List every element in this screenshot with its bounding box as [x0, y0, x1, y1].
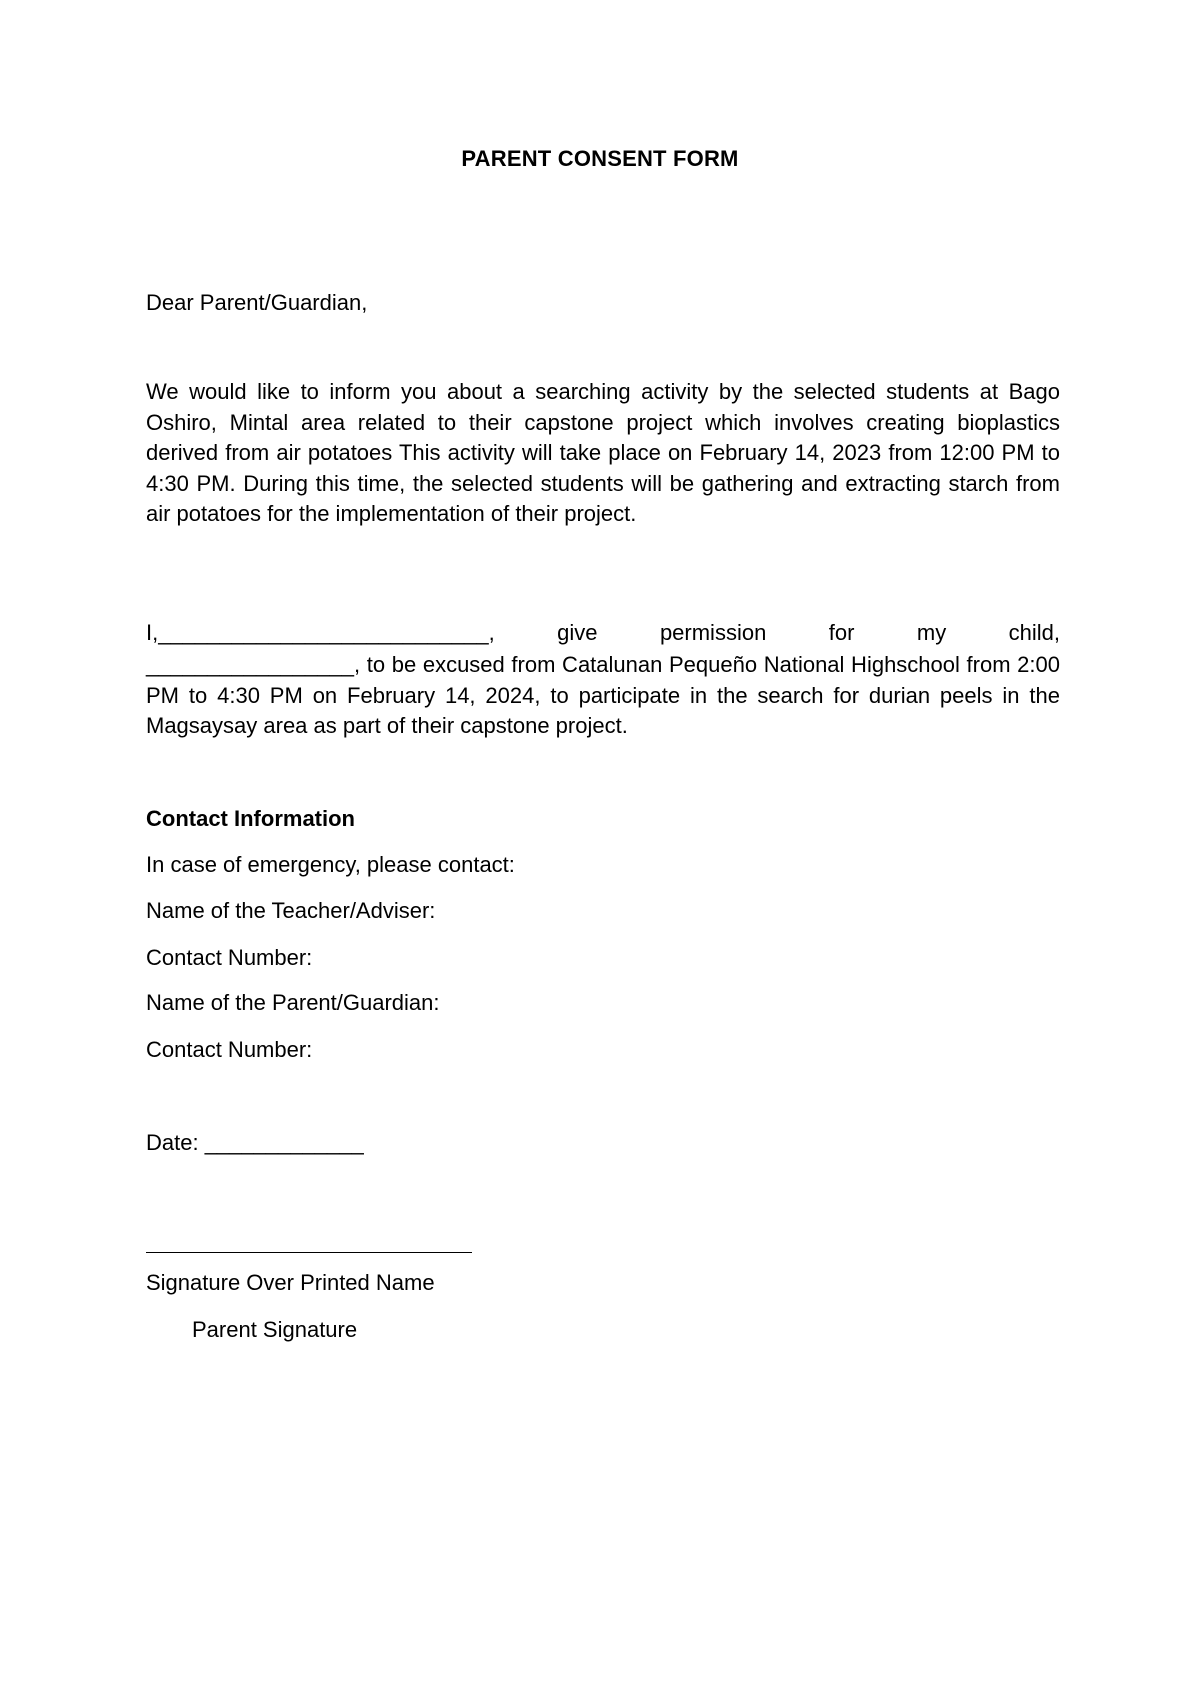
consent-word: give: [557, 620, 598, 645]
teacher-contact-label: Contact Number:: [146, 945, 313, 970]
consent-word: I,___________________________,: [146, 620, 495, 645]
consent-word: my: [916, 620, 947, 645]
signature-caption: Signature Over Printed Name: [146, 1270, 435, 1295]
parent-name-label: Name of the Parent/Guardian:: [146, 990, 440, 1015]
teacher-name-label: Name of the Teacher/Adviser:: [146, 898, 436, 923]
consent-paragraph: _________________, to be excused from Catalunan Pequeño National Highschool from 2:00 PM to 4:30 PM on February 14, 2024, to participate in the search for durian peels in the Magsaysay area as part of their capstone project.: [146, 652, 1060, 738]
parent-contact-label: Contact Number:: [146, 1037, 313, 1062]
contact-intro: In case of emergency, please contact:: [146, 852, 515, 877]
consent-word: child,: [1008, 620, 1060, 645]
consent-word: permission: [659, 620, 767, 645]
salutation: Dear Parent/Guardian,: [146, 290, 368, 315]
signature-line: [146, 1252, 472, 1253]
signature-role: Parent Signature: [192, 1317, 358, 1342]
page-title: PARENT CONSENT FORM: [461, 146, 739, 171]
contact-heading: Contact Information: [146, 806, 355, 831]
body-paragraph: We would like to inform you about a searching activity by the selected students at Bago Oshiro, Mintal area related to their capstone project which involves creating bioplastics derived from air potatoes This activity will take place on February 14, 2023 from 12:00 PM to 4:30 PM. During this time, the selected students will be gathering and extracting starch from air potatoes for the implementation of their project.: [146, 379, 1060, 526]
date-line: Date: _____________: [146, 1130, 364, 1155]
consent-first-line: [146, 620, 1060, 646]
consent-word: for: [828, 620, 855, 645]
